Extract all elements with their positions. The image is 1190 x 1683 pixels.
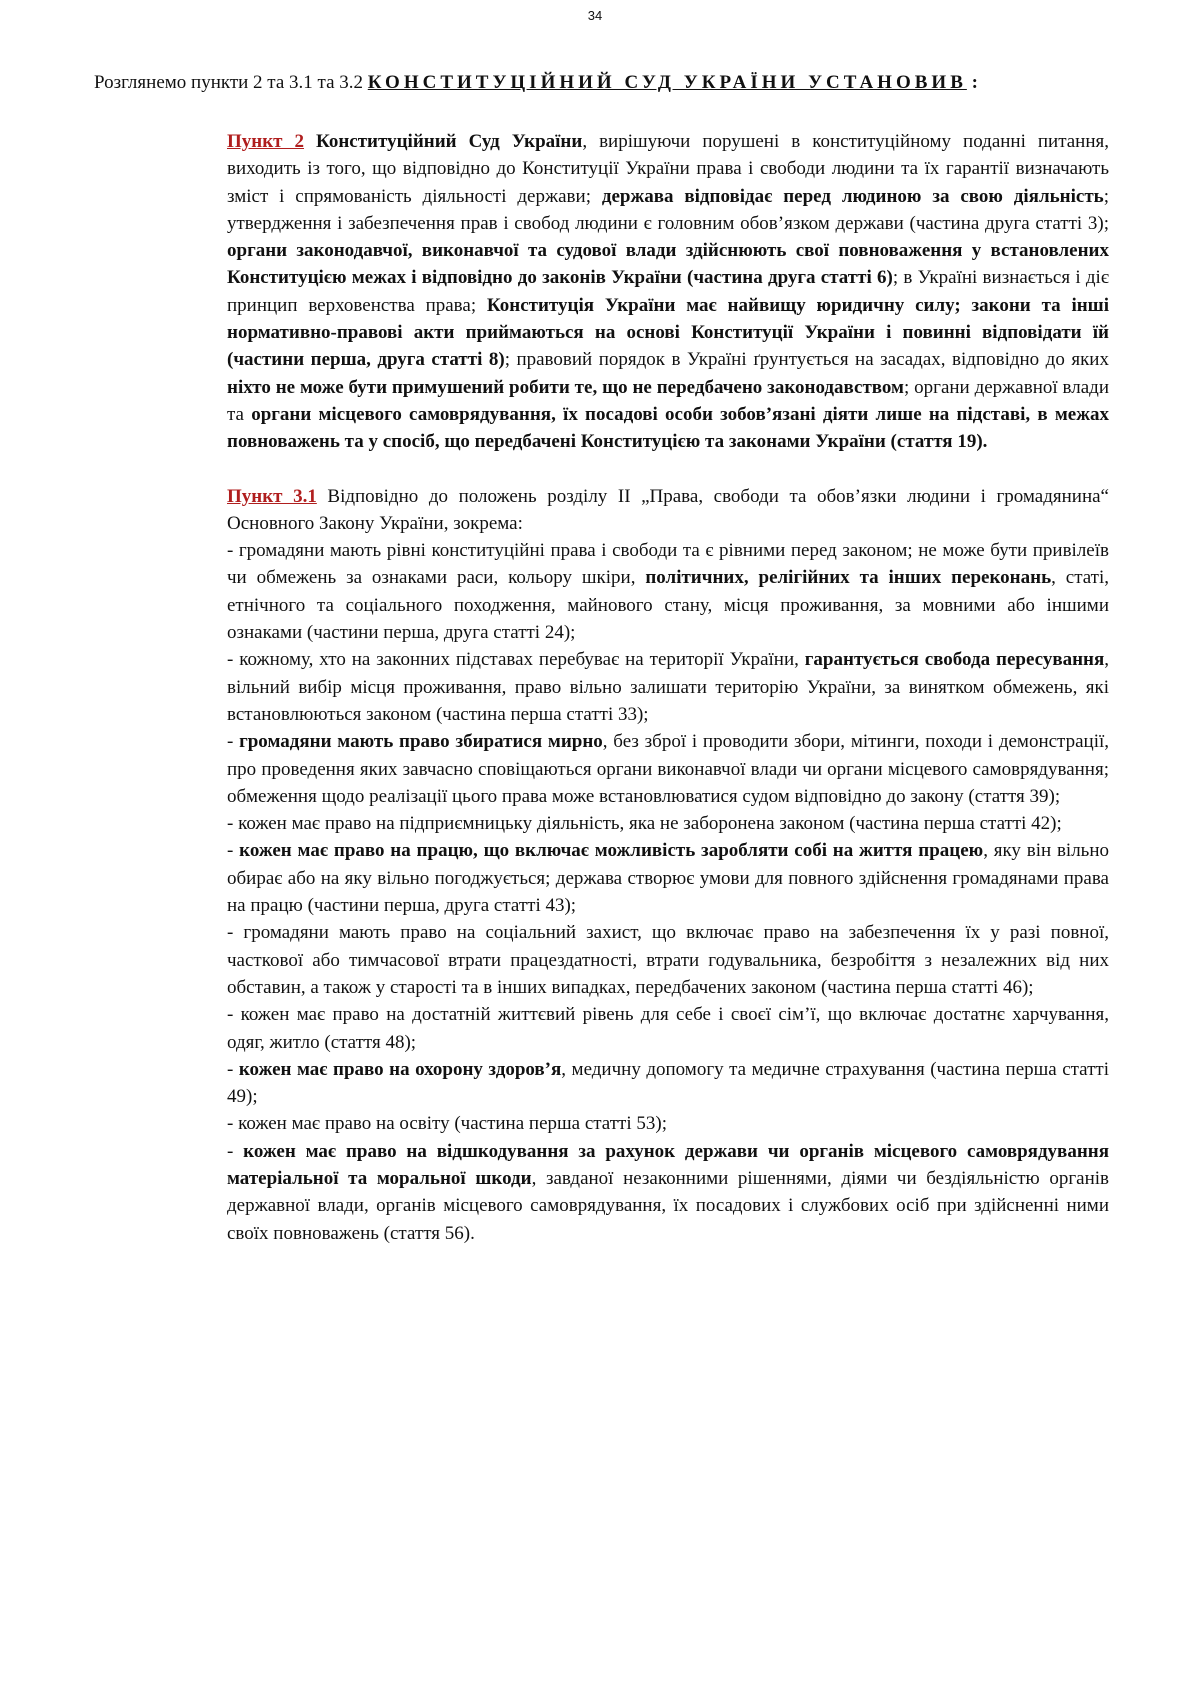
bold-text: кожен має право на охорону здоров’я: [238, 1058, 562, 1080]
rights-list: [227, 537, 1109, 1247]
text-segment: , статі, етнічного та соціального походження, майнового стану, місця проживання, за мовними або іншими ознаками (частини перша, друга статті 24);: [227, 567, 1109, 644]
text-segment: -: [227, 840, 240, 862]
bold-text: ніхто не може бути примушений робити те, що не передбачено законодавством: [227, 376, 904, 398]
page-number: 34: [587, 8, 603, 23]
bold-text: громадяни мають право збиратися мирно: [239, 731, 603, 753]
text-segment: , медичну допомогу та медичне страхування (частина перша статті 49);: [227, 1058, 1109, 1108]
text-segment: ; утвердження і забезпечення прав і свобод людини є головним обов’язком держави (частина друга статті 3);: [227, 185, 1109, 234]
intro-colon: :: [966, 72, 978, 93]
section-label-point-2: Пункт 2: [227, 131, 305, 152]
list-item: [227, 919, 1109, 1001]
text-segment: [304, 131, 316, 152]
list-item: [227, 1138, 1109, 1247]
list-item: [227, 837, 1109, 919]
text-segment: -: [227, 1058, 239, 1080]
text-segment: - кожен має право на достатній життєвий рівень для себе і своєї сім’ї, що включає достатнє харчування, одяг, житло (стаття 48);: [227, 1004, 1109, 1053]
intro-text: Розглянемо пункти 2 та 3.1 та 3.2: [94, 72, 368, 93]
text-segment: -: [227, 731, 240, 753]
list-item: [227, 728, 1109, 810]
bold-text: держава відповідає перед людиною за свою діяльність: [601, 185, 1104, 207]
court-heading: КОНСТИТУЦІЙНИЙ СУД УКРАЇНИ УСТАНОВИВ: [367, 72, 967, 93]
text-segment: , завданої незаконними рішеннями, діями чи бездіяльністю органів державної влади, органів місцевого самоврядування, їх посадових і службових осіб при здійсненні ними своїх повноважень (стаття 56).: [227, 1167, 1109, 1244]
bold-text: Конституція України має найвищу юридичну силу; закони та інші нормативно-правові акти приймаються на основі Конституції України і повинні відповідати їй (частини перша, друга статті 8): [227, 294, 1109, 371]
document-body: [227, 128, 1109, 1247]
list-item: [227, 537, 1109, 646]
list-item: [227, 646, 1109, 728]
section-label-point-3-1: Пункт 3.1: [227, 485, 317, 507]
text-segment: ; правовий порядок в Україні ґрунтується на засадах, відповідно до яких: [504, 349, 1109, 371]
text-segment: - громадяни мають право на соціальний захист, що включає право на забезпечення їх у разі повної, часткової або тимчасової втрати працездатності, втрати годувальника, безробіття з незалежних від них обставин, а також у старості та в інших випадках, передбачених законом (частина перша статті 46);: [227, 922, 1109, 998]
bold-text: політичних, релігійних та інших переконань: [645, 567, 1052, 589]
list-item: [227, 1056, 1109, 1111]
text-segment: , без зброї і проводити збори, мітинги, походи і демонстрації, про проведення яких завчасно сповіщаються органи виконавчої влади чи органи місцевого самоврядування; обмеження щодо реалізації цього права може встановлюватися судом відповідно до закону (стаття 39);: [227, 731, 1109, 807]
bold-text: кожен має право на працю, що включає можливість заробляти собі на життя працею: [239, 840, 984, 862]
text-segment: ; в Україні визнається і діє принцип верховенства права;: [227, 267, 1109, 316]
list-item: [227, 1001, 1109, 1056]
text-segment: ; органи державної влади та: [227, 376, 1110, 425]
text-segment: , вирішуючи порушені в конституційному поданні питання, виходить із того, що відповідно до Конституції України права і свободи людини та їх гарантії визначають зміст і спрямованість діяльності держави;: [227, 131, 1110, 207]
section-point-2: [227, 128, 1109, 456]
text-segment: - громадяни мають рівні конституційні права і свободи та є рівними перед законом; не може бути привілеїв чи обмежень за ознаками раси, кольору шкіри,: [227, 540, 1109, 589]
text-segment: - кожен має право на підприємницьку діяльність, яка не заборонена законом (частина перша статті 42);: [227, 813, 1062, 835]
text-segment: - кожен має право на освіту (частина перша статті 53);: [227, 1113, 667, 1135]
bold-text: Конституційний Суд України: [316, 131, 583, 152]
list-item: [227, 810, 1109, 837]
section-point-3-1: [227, 483, 1109, 538]
text-segment: , вільний вибір місця проживання, право вільно залишати територію України, за винятком обмежень, які встановлюються законом (частина перша статті 33);: [227, 649, 1109, 725]
bold-text: кожен має право на відшкодування за рахунок держави чи органів місцевого самоврядування матеріальної та моральної шкоди: [227, 1140, 1109, 1189]
intro-line: [94, 72, 1134, 94]
bold-text: гарантується свобода пересування: [804, 649, 1105, 671]
bold-text: органи законодавчої, виконавчої та судової влади здійснюють свої повноваження у встановлених Конституцією межах і відповідно до законів України (частина друга статті 6): [227, 240, 1109, 289]
section-intro: Відповідно до положень розділу II „Права, свободи та обов’язки людини і громадянина“ Основного Закону України, зокрема:: [227, 485, 1109, 534]
list-item: [227, 1110, 1109, 1137]
bold-text: органи місцевого самоврядування, їх посадові особи зобов’язані діяти лише на підставі, в межах повноважень та у спосіб, що передбачені Конституцією та законами України (стаття 19).: [227, 403, 1109, 453]
text-segment: -: [227, 1140, 244, 1162]
text-segment: - кожному, хто на законних підставах перебуває на території України,: [227, 649, 805, 671]
text-segment: , яку він вільно обирає або на яку вільно погоджується; держава створює умови для повного здійснення громадянами права на працю (частини перша, друга статті 43);: [227, 840, 1110, 917]
